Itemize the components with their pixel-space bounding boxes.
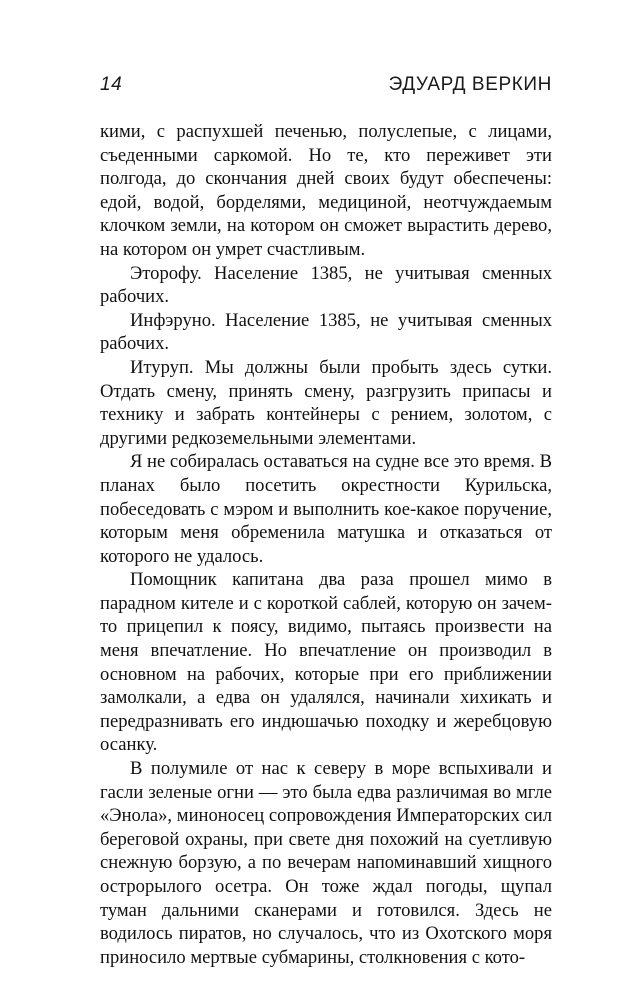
paragraph: Эторофу. Население 1385, не учитывая сменных рабочих. [100,262,552,308]
paragraph: В полумиле от нас к северу в море вспыхивали и гасли зеленые огни — это была едва различимая во мгле «Энола», миноносец сопровождения Императорских сил береговой охраны, при свете дня похожий на суетливую снежную борзую, а по вечерам напоминавший хищного острорылого осетра. Он тоже ждал погоды, щупал туман дальними сканерами и готовился. Здесь не водилось пиратов, но случалось, что из Охотского моря приносило мертвые субмарины, столкновения с кото- [100,758,552,968]
page-number: 14 [100,74,123,95]
paragraph: Помощник капитана два раза прошел мимо в парадном кителе и с короткой саблей, которую он зачем-то прицепил к поясу, видимо, пытаясь произвести на меня впечатление. Но впечатление он производил в основном на рабочих, которые при его приближении замолкали, а едва он удалялся, начинали хихикать и передразнивать его индюшачью походку и жеребцовую осанку. [100,569,552,756]
running-head-author: ЭДУАРД ВЕРКИН [388,74,552,95]
paragraph: Я не собиралась оставаться на судне все это время. В планах было посетить окрестности Курильска, побеседовать с мэром и выполнить кое-какое поручение, которым меня обременила матушка и отказаться от которого не удалось. [100,451,552,567]
running-head [100,74,552,98]
paragraph: Инфэруно. Население 1385, не учитывая сменных рабочих. [100,309,552,355]
paragraph: Итуруп. Мы должны были пробыть здесь сутки. Отдать смену, принять смену, разгрузить припасы и технику и забрать контейнеры с рением, золотом, с другими редкоземельными элементами. [100,356,552,449]
body-text [100,120,552,969]
paragraph-continued: кими, с распухшей печенью, полуслепые, с лицами, съеденными саркомой. Но те, кто переживет эти полгода, до скончания дней своих будут обеспечены: едой, водой, борделями, медициной, неотчуждаемым клочком земли, на котором он сможет вырастить дерево, на котором он умрет счастливым. [100,121,552,260]
